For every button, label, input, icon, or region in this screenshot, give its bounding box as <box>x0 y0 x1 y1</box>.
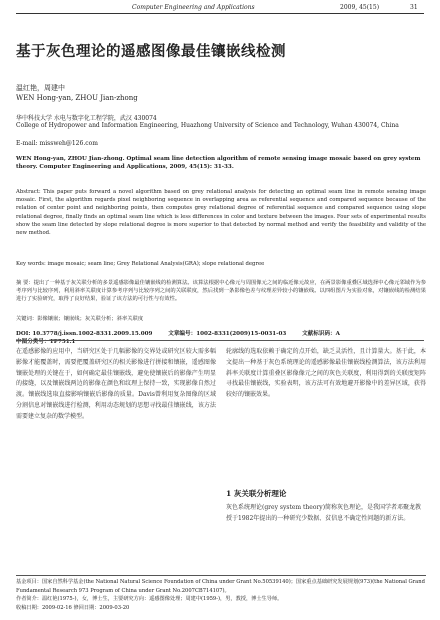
section-rule <box>16 340 424 341</box>
section-heading: 1 灰关联分析理论 <box>226 489 287 498</box>
fund-note: 基金项目：国家自然科学基金(the National Natural Science Foundation of China under Grant No.50539140)；国家重点基础研究发展规划(973)(the National Grand Fundamental Research 973 Program of China under Grant No.2007CB714107)。 <box>16 579 425 594</box>
affiliation-en: College of Hydropower and Information Engineering, Huazhong University of Science and Technology, Wuhan 430074, China <box>16 122 399 129</box>
section-text: 灰色系统理论(grey system theory)简称灰色理论，是我国学者邓聚龙教授于1982年提出的一种研究少数据、贫信息不确定性问题的新方法。 <box>226 504 422 522</box>
article-number: 文章编号：1002-8331(2009)15-0031-03 <box>168 331 287 337</box>
citation: WEN Hong-yan, ZHOU Jian-zhong. Optimal seam line detection algorithm of remote sensing image mosaic based on grey system theory. Computer Engineering and Applications, 2009, 45(15): 31-33. <box>16 156 421 170</box>
authors-en: WEN Hong-yan, ZHOU Jian-zhong <box>16 94 138 102</box>
dates-note: 收稿日期：2009-02-16 修回日期：2009-03-20 <box>16 604 130 611</box>
running-header <box>0 0 440 14</box>
identifiers <box>16 329 426 345</box>
paper-title: 基于灰色理论的遥感图像最佳镶嵌线检测 <box>16 43 286 60</box>
footnote <box>16 575 426 612</box>
email: E-mail: missweh@126.com <box>16 140 98 147</box>
volume-info: 2009, 45(15) <box>340 4 380 11</box>
body-left-column: 在遥感影像的应用中，当研究区处于几幅影像的交界处或研究区较大需多幅影像才能覆盖时，需要把覆盖研究区的相关影像进行拼接和镶嵌，遥感图像镶嵌处理的关键在于，如何确定最佳镶嵌线，避免使镶嵌后的影像产生明显的接缝，以及镶嵌线两边的影像在颜色和纹理上保持一致，实现影像自然过渡。镶嵌线选取直接影响镶嵌后影像的质量。Davis曾利用复杂图像的区域分割信息对镶嵌线进行检测，利用动态规划的思想寻找最佳镶嵌线，该方法需要建立复杂的数学模型。 <box>16 348 216 420</box>
page-number: 31 <box>410 4 418 11</box>
class-number: 中图分类号：TP751.1 <box>16 339 76 345</box>
abstract-en: Abstract: This paper puts forward a novel algorithm based on grey relational analysis for detecting an optimal seam line in remote sensing image mosaic. First, the algorithm regards pixel neighboring sequence in overlapping area as referential sequence and compared sequence because of the relation of center point and neighboring points, then computes grey relational degree of referential sequence and compared sequence using slope relational degree, finally finds an optimal seam line which is less differences in color and texture between the images. Four sets of experimental results show the seam line detected by slope relational degree is more superior to that detected by normal method and verify the feasibility and validity of the new method. <box>16 189 426 237</box>
affiliation-cn: 华中科技大学 水电与数字化工程学院，武汉 430074 <box>16 115 157 122</box>
header-rule <box>16 13 424 14</box>
keywords-en: Key words: image mosaic; seam line; Grey Relational Analysis(GRA); slope relational degree <box>16 261 265 267</box>
keywords-cn: 关键词：影像镶嵌；镶嵌线；灰关联分析；斜率关联度 <box>16 316 144 322</box>
doi: DOI: 10.3778/j.issn.1002-8331.2009.15.009 <box>16 331 153 337</box>
doc-code: 文献标识码：A <box>302 331 340 337</box>
body-right-column: 轮廓线的选取依赖于确定的点开始，缺乏灵活性，且计算量大。基于此，本文提出一种基于灰色系统理论的遥感影像最佳镶嵌线检测算法，该方法利用斜率关联度计算重叠区影像像元之间的灰色关联度，利用得到的关联度矩阵寻找最佳镶嵌线，实验表明，该方法可有效地避开影像中的差异区域，获得较好的镶嵌效果。 <box>226 348 426 399</box>
authors-cn: 温红艳，周建中 <box>16 84 65 92</box>
abstract-cn: 摘 要：提出了一种基于灰关联分析的多景遥感影像最佳镶嵌线的检测算法。该算法根据中心像元与周围像元之间的临近像元故应，在两景影像重叠区域选择中心像元邻域作为参考序列与比较序列，利用斜率关联度计算参考序列与比较序列之间的关联联度，然后找到一条影像色差与纹理差异较小的镶嵌线。以四组图片为实验对象，对镶嵌线的检测结果进行了实验研究，取得了良好结果，验证了该方法的可行性与有效性。 <box>16 280 426 303</box>
journal-name: Computer Engineering and Applications <box>132 4 255 11</box>
author-note: 作者简介：温红艳(1975-)，女，博士生，主要研究方向：遥感图像处理；周建中(1959-)，男，教授，博士生导师。 <box>16 596 283 603</box>
